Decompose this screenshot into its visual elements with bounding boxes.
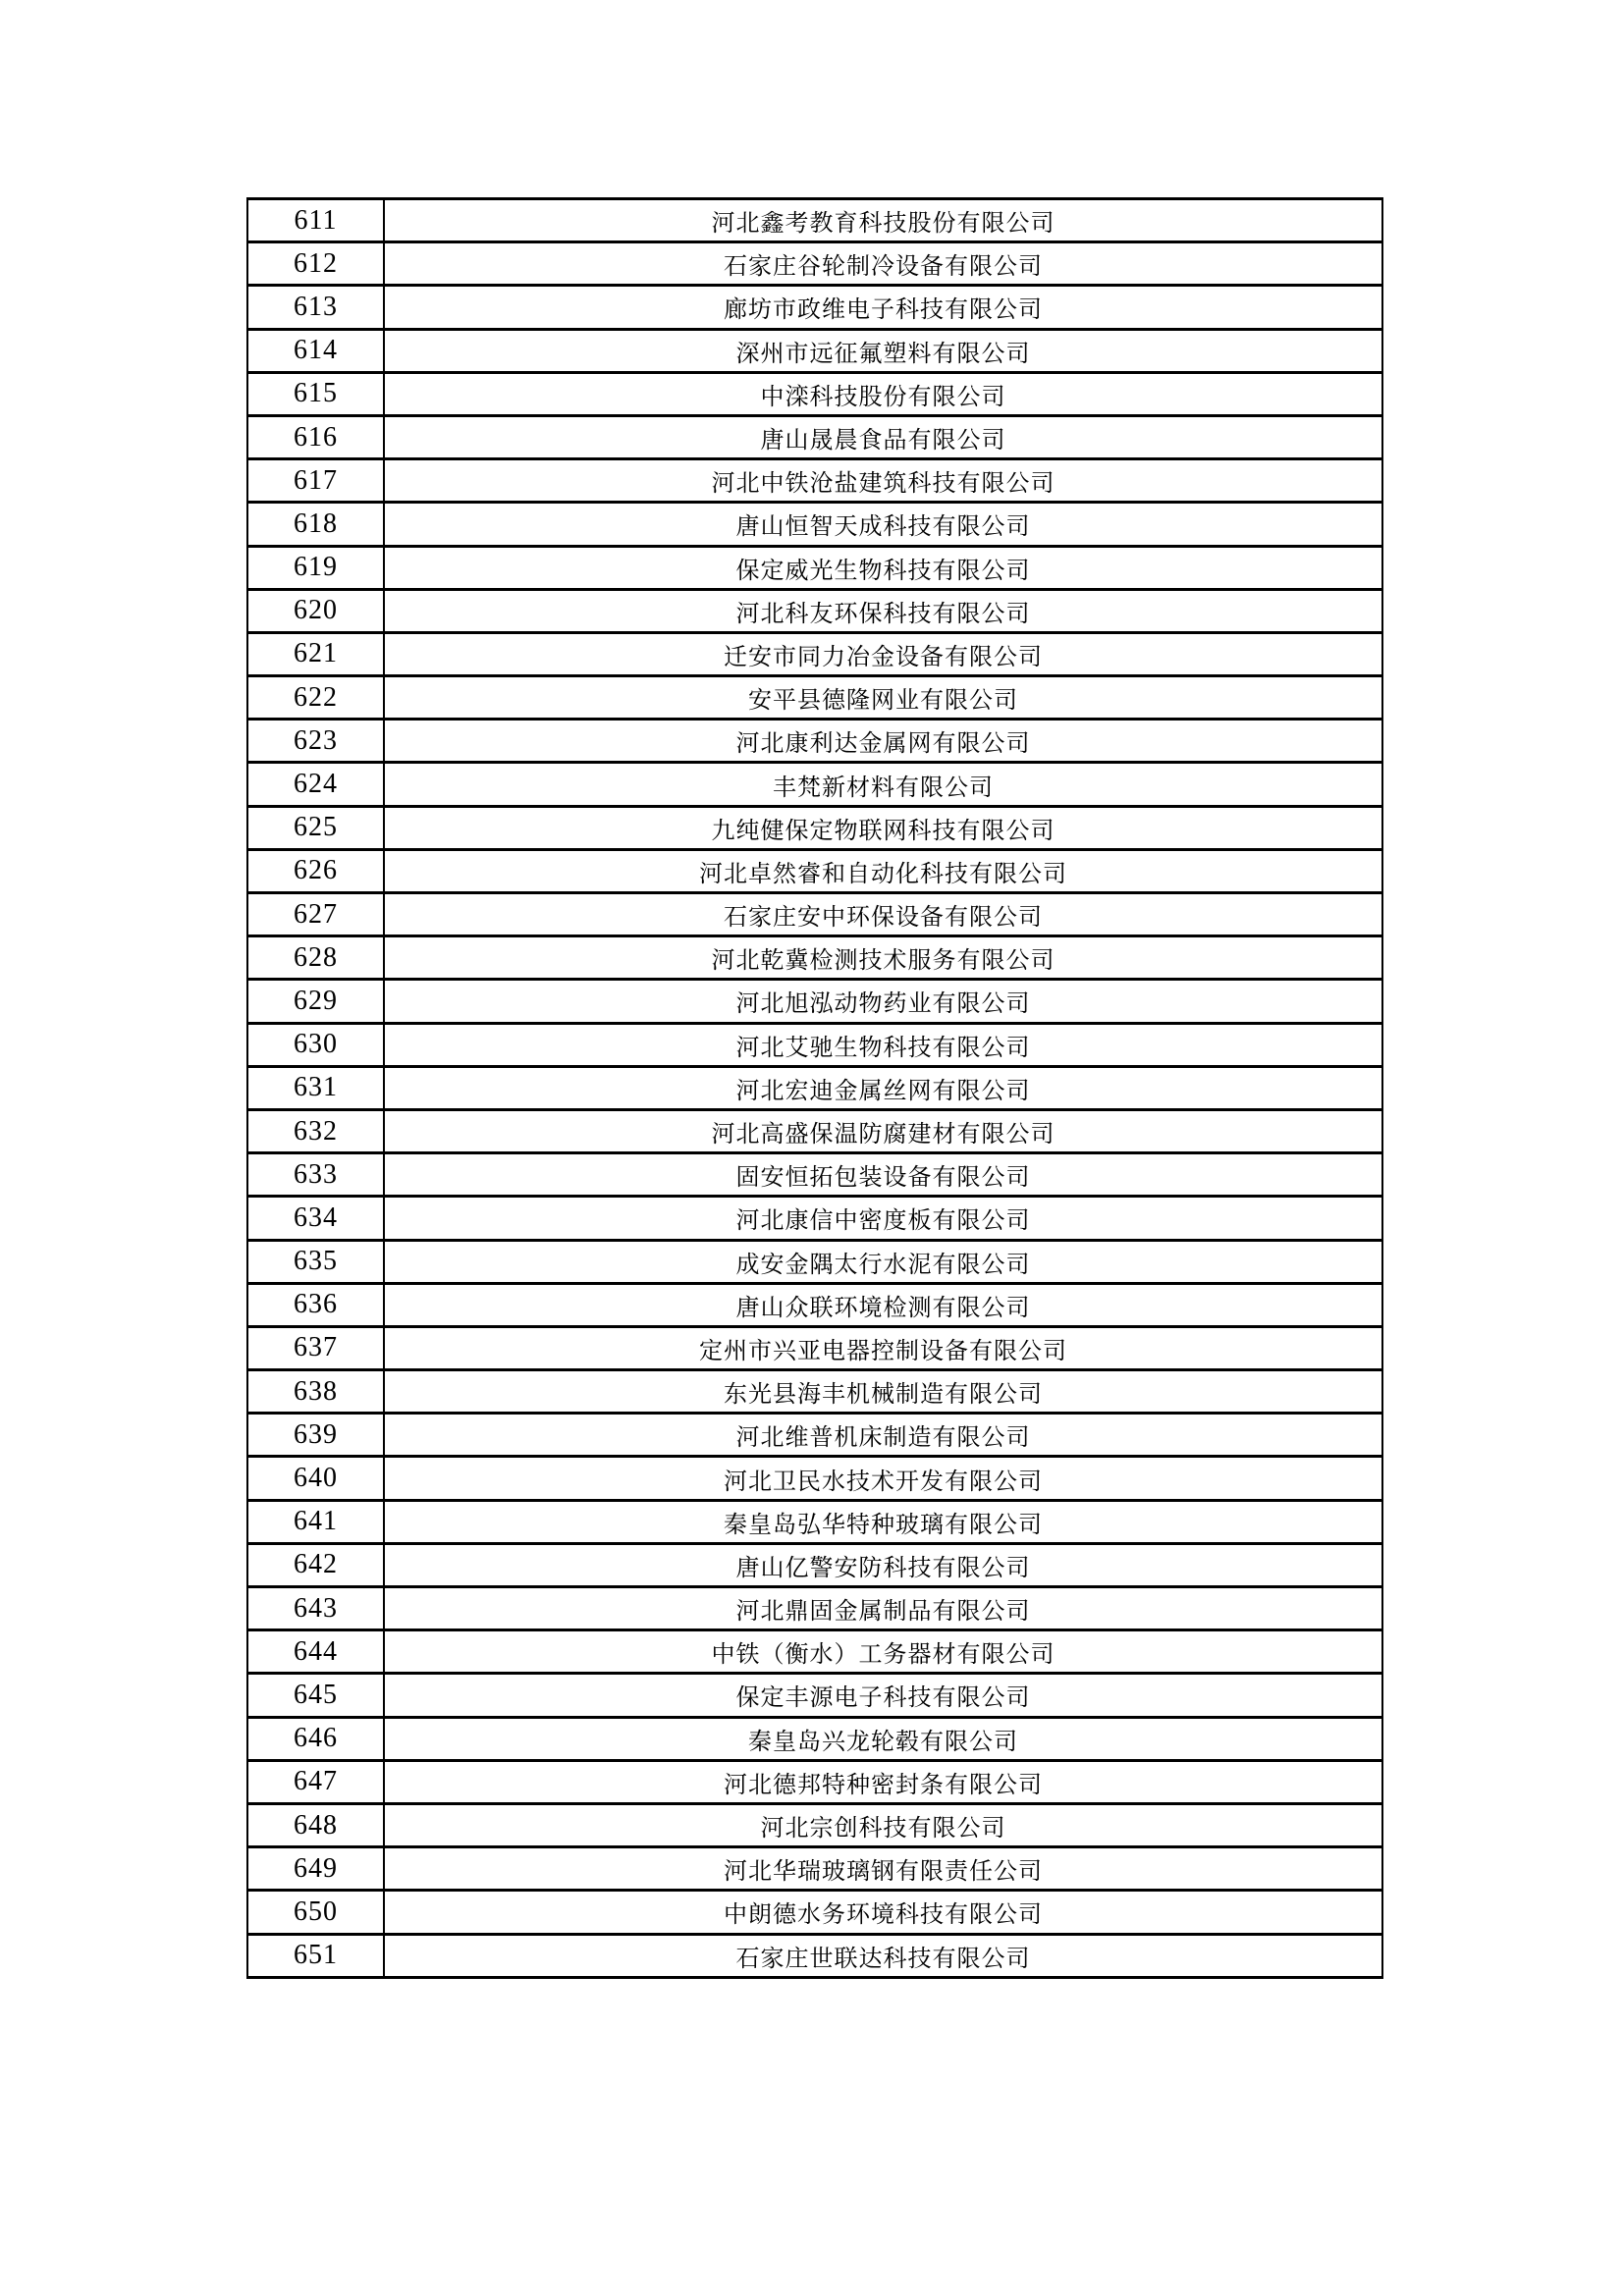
row-number: 640 <box>247 1457 384 1500</box>
table-row <box>247 1457 1382 1500</box>
company-name: 河北康信中密度板有限公司 <box>384 1197 1382 1240</box>
row-number: 628 <box>247 936 384 980</box>
table-row <box>247 763 1382 806</box>
row-number: 624 <box>247 763 384 806</box>
row-number: 629 <box>247 980 384 1023</box>
row-number: 632 <box>247 1109 384 1152</box>
company-name: 九纯健保定物联网科技有限公司 <box>384 806 1382 849</box>
row-number: 651 <box>247 1934 384 1977</box>
table-row <box>247 980 1382 1023</box>
company-name: 成安金隅太行水泥有限公司 <box>384 1240 1382 1283</box>
row-number: 645 <box>247 1674 384 1717</box>
company-name: 东光县海丰机械制造有限公司 <box>384 1370 1382 1414</box>
table-row <box>247 1414 1382 1457</box>
row-number: 638 <box>247 1370 384 1414</box>
row-number: 625 <box>247 806 384 849</box>
row-number: 622 <box>247 676 384 720</box>
table-row <box>247 893 1382 936</box>
table-row <box>247 1543 1382 1586</box>
table-row <box>247 1066 1382 1109</box>
company-name: 迁安市同力冶金设备有限公司 <box>384 632 1382 675</box>
row-number: 612 <box>247 242 384 286</box>
row-number: 636 <box>247 1283 384 1326</box>
table-row <box>247 1326 1382 1369</box>
table-row <box>247 503 1382 546</box>
company-name: 石家庄世联达科技有限公司 <box>384 1934 1382 1977</box>
row-number: 646 <box>247 1717 384 1760</box>
company-name: 定州市兴亚电器控制设备有限公司 <box>384 1326 1382 1369</box>
table-row <box>247 1803 1382 1846</box>
row-number: 616 <box>247 415 384 458</box>
table-row <box>247 1153 1382 1197</box>
table-row <box>247 286 1382 329</box>
row-number: 611 <box>247 199 384 242</box>
row-number: 617 <box>247 459 384 503</box>
table-row <box>247 459 1382 503</box>
row-number: 619 <box>247 546 384 589</box>
table-row <box>247 1760 1382 1803</box>
row-number: 644 <box>247 1630 384 1674</box>
company-name: 河北卫民水技术开发有限公司 <box>384 1457 1382 1500</box>
company-name: 唐山亿警安防科技有限公司 <box>384 1543 1382 1586</box>
row-number: 620 <box>247 589 384 632</box>
table-row <box>247 1240 1382 1283</box>
table-row <box>247 1197 1382 1240</box>
company-name: 河北乾冀检测技术服务有限公司 <box>384 936 1382 980</box>
company-name: 保定丰源电子科技有限公司 <box>384 1674 1382 1717</box>
row-number: 630 <box>247 1023 384 1066</box>
row-number: 649 <box>247 1847 384 1891</box>
company-name: 河北艾驰生物科技有限公司 <box>384 1023 1382 1066</box>
company-name: 河北高盛保温防腐建材有限公司 <box>384 1109 1382 1152</box>
company-name: 安平县德隆网业有限公司 <box>384 676 1382 720</box>
table-row <box>247 806 1382 849</box>
table-row <box>247 1023 1382 1066</box>
company-name: 中铁（衡水）工务器材有限公司 <box>384 1630 1382 1674</box>
table-row <box>247 546 1382 589</box>
table-row <box>247 1847 1382 1891</box>
company-name: 中朗德水务环境科技有限公司 <box>384 1891 1382 1934</box>
table-row <box>247 676 1382 720</box>
table-row <box>247 1674 1382 1717</box>
table-row <box>247 1630 1382 1674</box>
company-table <box>246 197 1383 1979</box>
table-row <box>247 1370 1382 1414</box>
company-name: 唐山晟晨食品有限公司 <box>384 415 1382 458</box>
row-number: 626 <box>247 849 384 892</box>
company-name: 唐山众联环境检测有限公司 <box>384 1283 1382 1326</box>
row-number: 635 <box>247 1240 384 1283</box>
company-name: 河北卓然睿和自动化科技有限公司 <box>384 849 1382 892</box>
row-number: 647 <box>247 1760 384 1803</box>
company-name: 河北鼎固金属制品有限公司 <box>384 1587 1382 1630</box>
table-row <box>247 1500 1382 1543</box>
company-table-body <box>247 199 1382 1978</box>
table-row <box>247 329 1382 372</box>
row-number: 639 <box>247 1414 384 1457</box>
company-name: 保定威光生物科技有限公司 <box>384 546 1382 589</box>
table-row <box>247 936 1382 980</box>
row-number: 631 <box>247 1066 384 1109</box>
company-name: 唐山恒智天成科技有限公司 <box>384 503 1382 546</box>
table-row <box>247 242 1382 286</box>
company-name: 河北康利达金属网有限公司 <box>384 720 1382 763</box>
company-name: 深州市远征氟塑料有限公司 <box>384 329 1382 372</box>
company-name: 河北华瑞玻璃钢有限责任公司 <box>384 1847 1382 1891</box>
row-number: 634 <box>247 1197 384 1240</box>
row-number: 618 <box>247 503 384 546</box>
row-number: 623 <box>247 720 384 763</box>
table-row <box>247 849 1382 892</box>
row-number: 642 <box>247 1543 384 1586</box>
company-name: 固安恒拓包装设备有限公司 <box>384 1153 1382 1197</box>
company-name: 秦皇岛兴龙轮毂有限公司 <box>384 1717 1382 1760</box>
table-row <box>247 1587 1382 1630</box>
row-number: 641 <box>247 1500 384 1543</box>
table-row <box>247 415 1382 458</box>
company-name: 河北鑫考教育科技股份有限公司 <box>384 199 1382 242</box>
company-name: 河北旭泓动物药业有限公司 <box>384 980 1382 1023</box>
table-row <box>247 1717 1382 1760</box>
row-number: 621 <box>247 632 384 675</box>
company-name: 河北维普机床制造有限公司 <box>384 1414 1382 1457</box>
table-row <box>247 199 1382 242</box>
company-name: 丰梵新材料有限公司 <box>384 763 1382 806</box>
table-row <box>247 1283 1382 1326</box>
table-row <box>247 720 1382 763</box>
row-number: 650 <box>247 1891 384 1934</box>
row-number: 613 <box>247 286 384 329</box>
company-name: 河北科友环保科技有限公司 <box>384 589 1382 632</box>
row-number: 615 <box>247 372 384 415</box>
table-row <box>247 1934 1382 1977</box>
company-name: 廊坊市政维电子科技有限公司 <box>384 286 1382 329</box>
row-number: 643 <box>247 1587 384 1630</box>
company-name: 石家庄谷轮制冷设备有限公司 <box>384 242 1382 286</box>
row-number: 627 <box>247 893 384 936</box>
row-number: 648 <box>247 1803 384 1846</box>
table-row <box>247 1891 1382 1934</box>
row-number: 633 <box>247 1153 384 1197</box>
company-name: 河北德邦特种密封条有限公司 <box>384 1760 1382 1803</box>
table-row <box>247 1109 1382 1152</box>
company-name: 中滦科技股份有限公司 <box>384 372 1382 415</box>
row-number: 614 <box>247 329 384 372</box>
table-row <box>247 372 1382 415</box>
table-row <box>247 589 1382 632</box>
company-name: 河北宗创科技有限公司 <box>384 1803 1382 1846</box>
table-row <box>247 632 1382 675</box>
company-name: 石家庄安中环保设备有限公司 <box>384 893 1382 936</box>
company-name: 河北中铁沧盐建筑科技有限公司 <box>384 459 1382 503</box>
company-name: 河北宏迪金属丝网有限公司 <box>384 1066 1382 1109</box>
company-name: 秦皇岛弘华特种玻璃有限公司 <box>384 1500 1382 1543</box>
row-number: 637 <box>247 1326 384 1369</box>
